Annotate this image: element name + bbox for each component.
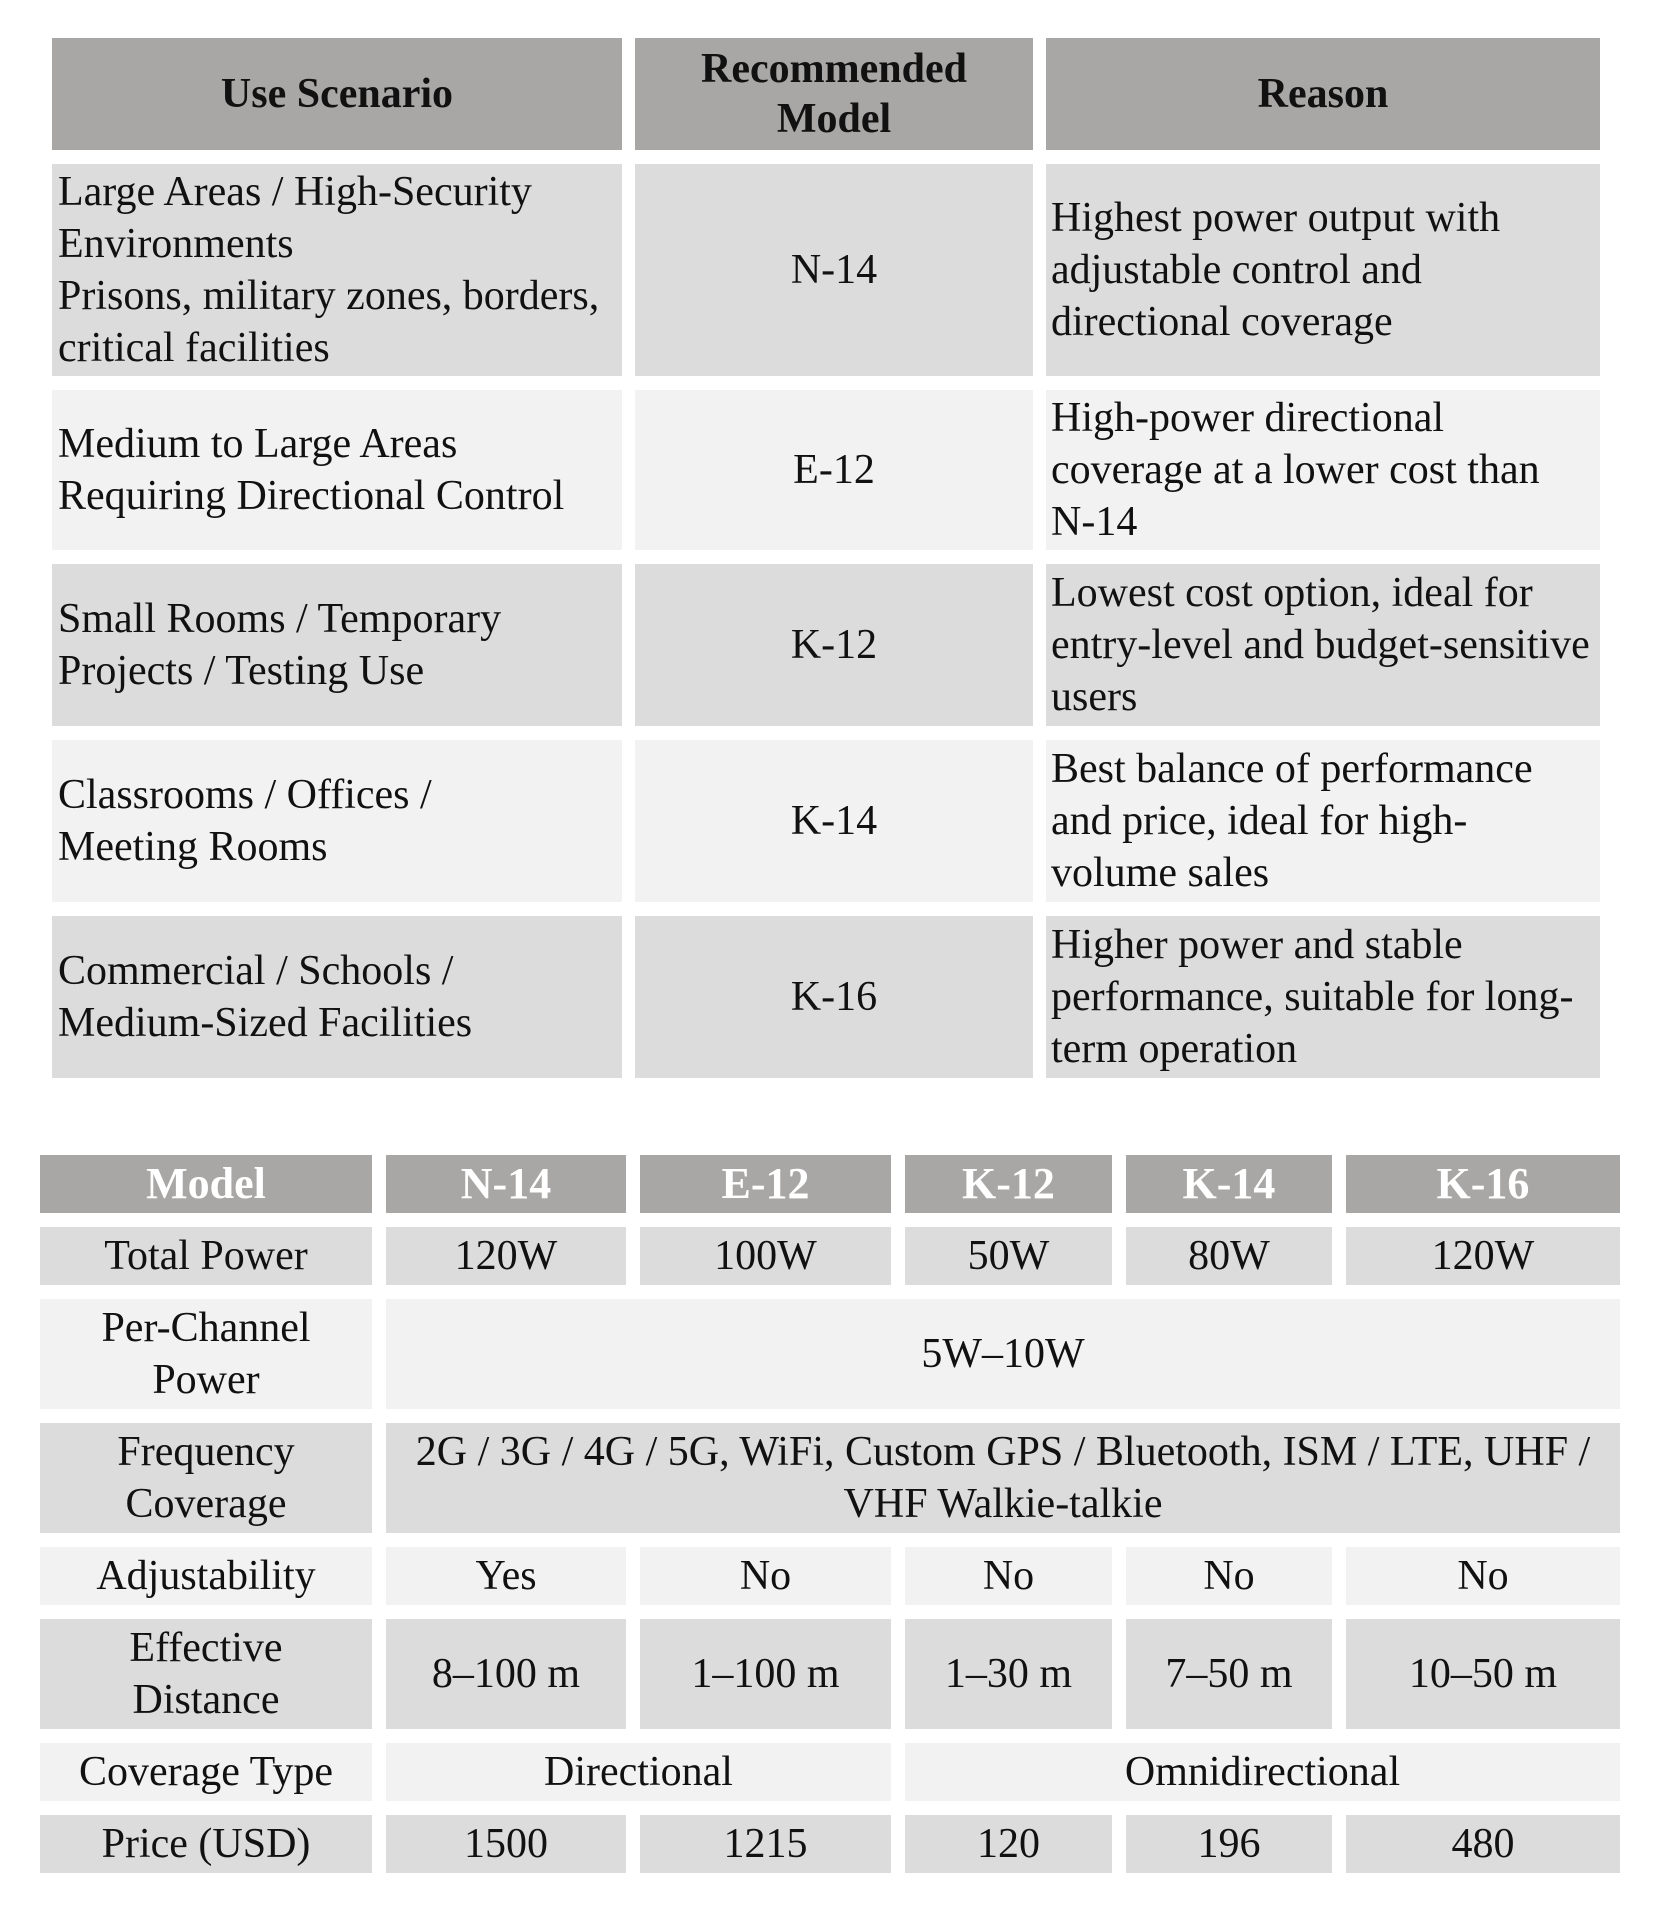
header-model-k12 (905, 1155, 1112, 1213)
scenario-text: Medium to Large Areas Requiring Directional Control (58, 421, 565, 519)
row-label-effective-distance (40, 1619, 372, 1729)
effective-distance-cell (1126, 1619, 1332, 1729)
value-text: 2G / 3G / 4G / 5G, WiFi, Custom GPS / Bluetooth, ISM / LTE, UHF / VHF Walkie-talkie (415, 1429, 1591, 1527)
reason-cell (1046, 164, 1600, 376)
row-label-text: Total Power (104, 1233, 308, 1279)
row-label-price (40, 1815, 372, 1873)
value-text: 100W (714, 1233, 817, 1279)
spec-table (40, 1155, 1614, 1873)
reason-text: Highest power output with adjustable control and directional coverage (1051, 195, 1501, 345)
row-label-text: Frequency Coverage (117, 1429, 295, 1527)
header-recommended-model (635, 38, 1033, 150)
row-label-frequency-coverage (40, 1423, 372, 1533)
value-text: 196 (1197, 1821, 1261, 1867)
model-cell (635, 564, 1033, 726)
reason-text: High-power directional coverage at a lower cost than N-14 (1051, 395, 1540, 545)
scenario-cell (52, 740, 622, 902)
header-model-n14 (386, 1155, 626, 1213)
scenario-cell (52, 916, 622, 1078)
row-label-per-channel-power (40, 1299, 372, 1409)
price-cell (1126, 1815, 1332, 1873)
row-label-adjustability (40, 1547, 372, 1605)
scenario-text: Small Rooms / Temporary Projects / Testing Use (58, 596, 502, 694)
model-name: K-16 (1436, 1159, 1530, 1208)
value-text: 1–30 m (944, 1651, 1073, 1697)
total-power-cell (905, 1227, 1112, 1285)
value-text: 1–100 m (691, 1651, 840, 1697)
model-text: K-16 (790, 974, 878, 1020)
model-cell (635, 390, 1033, 550)
value-text: No (1203, 1553, 1255, 1599)
scenario-cell (52, 390, 622, 550)
row-label-text: Effective Distance (129, 1625, 283, 1723)
value-text: No (739, 1553, 792, 1599)
row-label-coverage-type (40, 1743, 372, 1801)
model-text: N-14 (790, 247, 878, 293)
header-model-k16 (1346, 1155, 1620, 1213)
coverage-type-directional-cell (386, 1743, 891, 1801)
row-label-text: Coverage Type (78, 1749, 334, 1795)
value-text: No (1457, 1553, 1509, 1599)
total-power-cell (640, 1227, 891, 1285)
model-name: K-12 (962, 1159, 1055, 1208)
reason-text: Higher power and stable performance, suitable for long-term operation (1051, 922, 1574, 1072)
model-text: K-14 (790, 798, 878, 844)
row-label-text: Price (USD) (101, 1821, 311, 1867)
model-name: K-14 (1182, 1159, 1276, 1208)
coverage-type-omnidirectional-cell (905, 1743, 1620, 1801)
value-text: 480 (1451, 1821, 1515, 1867)
model-text: E-12 (793, 447, 875, 493)
value-text: 120W (454, 1233, 558, 1279)
model-name: N-14 (460, 1159, 552, 1208)
per-channel-power-cell (386, 1299, 1620, 1409)
effective-distance-cell (386, 1619, 626, 1729)
header-reason-text: Reason (1257, 71, 1389, 117)
scenario-text: Commercial / Schools / Medium-Sized Facilities (58, 948, 473, 1046)
value-text: Yes (475, 1553, 537, 1599)
price-cell (905, 1815, 1112, 1873)
adjustability-cell (905, 1547, 1112, 1605)
header-use-scenario (52, 38, 622, 150)
value-text: 10–50 m (1408, 1651, 1558, 1697)
header-recommended-model-text: Recommended Model (701, 46, 967, 142)
price-cell (386, 1815, 626, 1873)
header-model-e12 (640, 1155, 891, 1213)
model-cell (635, 164, 1033, 376)
scenario-cell (52, 164, 622, 376)
adjustability-cell (1346, 1547, 1620, 1605)
price-cell (640, 1815, 891, 1873)
adjustability-cell (640, 1547, 891, 1605)
value-text: 5W–10W (921, 1331, 1085, 1377)
header-model-k14 (1126, 1155, 1332, 1213)
model-cell (635, 740, 1033, 902)
header-reason (1046, 38, 1600, 150)
reason-cell (1046, 740, 1600, 902)
value-text: 120 (977, 1821, 1040, 1867)
header-use-scenario-text: Use Scenario (220, 71, 454, 117)
value-text: 50W (967, 1233, 1050, 1279)
value-text: 1215 (723, 1821, 808, 1867)
reason-cell (1046, 916, 1600, 1078)
reason-text: Best balance of performance and price, ideal for high-volume sales (1051, 746, 1533, 896)
value-text: 120W (1431, 1233, 1535, 1279)
adjustability-cell (1126, 1547, 1332, 1605)
value-text: Omnidirectional (1124, 1749, 1401, 1795)
value-text: No (982, 1553, 1035, 1599)
frequency-coverage-cell (386, 1423, 1620, 1533)
reason-text: Lowest cost option, ideal for entry-level and budget-sensitive users (1051, 570, 1590, 720)
value-text: 80W (1188, 1233, 1270, 1279)
scenario-cell (52, 564, 622, 726)
adjustability-cell (386, 1547, 626, 1605)
effective-distance-cell (1346, 1619, 1620, 1729)
row-label-total-power (40, 1227, 372, 1285)
header-model (40, 1155, 372, 1213)
total-power-cell (1346, 1227, 1620, 1285)
scenario-text: Classrooms / Offices / Meeting Rooms (58, 772, 432, 870)
row-label-text: Per-Channel Power (101, 1305, 311, 1403)
total-power-cell (1126, 1227, 1332, 1285)
price-cell (1346, 1815, 1620, 1873)
header-model-text: Model (146, 1159, 266, 1208)
model-name: E-12 (721, 1159, 810, 1208)
reason-cell (1046, 564, 1600, 726)
value-text: 1500 (464, 1821, 548, 1867)
effective-distance-cell (905, 1619, 1112, 1729)
value-text: Directional (544, 1749, 733, 1795)
total-power-cell (386, 1227, 626, 1285)
reason-cell (1046, 390, 1600, 550)
scenario-table (52, 38, 1600, 1078)
model-cell (635, 916, 1033, 1078)
row-label-text: Adjustability (96, 1553, 316, 1599)
scenario-text: Large Areas / High-Security Environments Prisons, military zones, borders, critical facilities (58, 169, 600, 371)
model-text: K-12 (790, 622, 878, 668)
value-text: 7–50 m (1165, 1651, 1293, 1697)
effective-distance-cell (640, 1619, 891, 1729)
value-text: 8–100 m (431, 1651, 581, 1697)
